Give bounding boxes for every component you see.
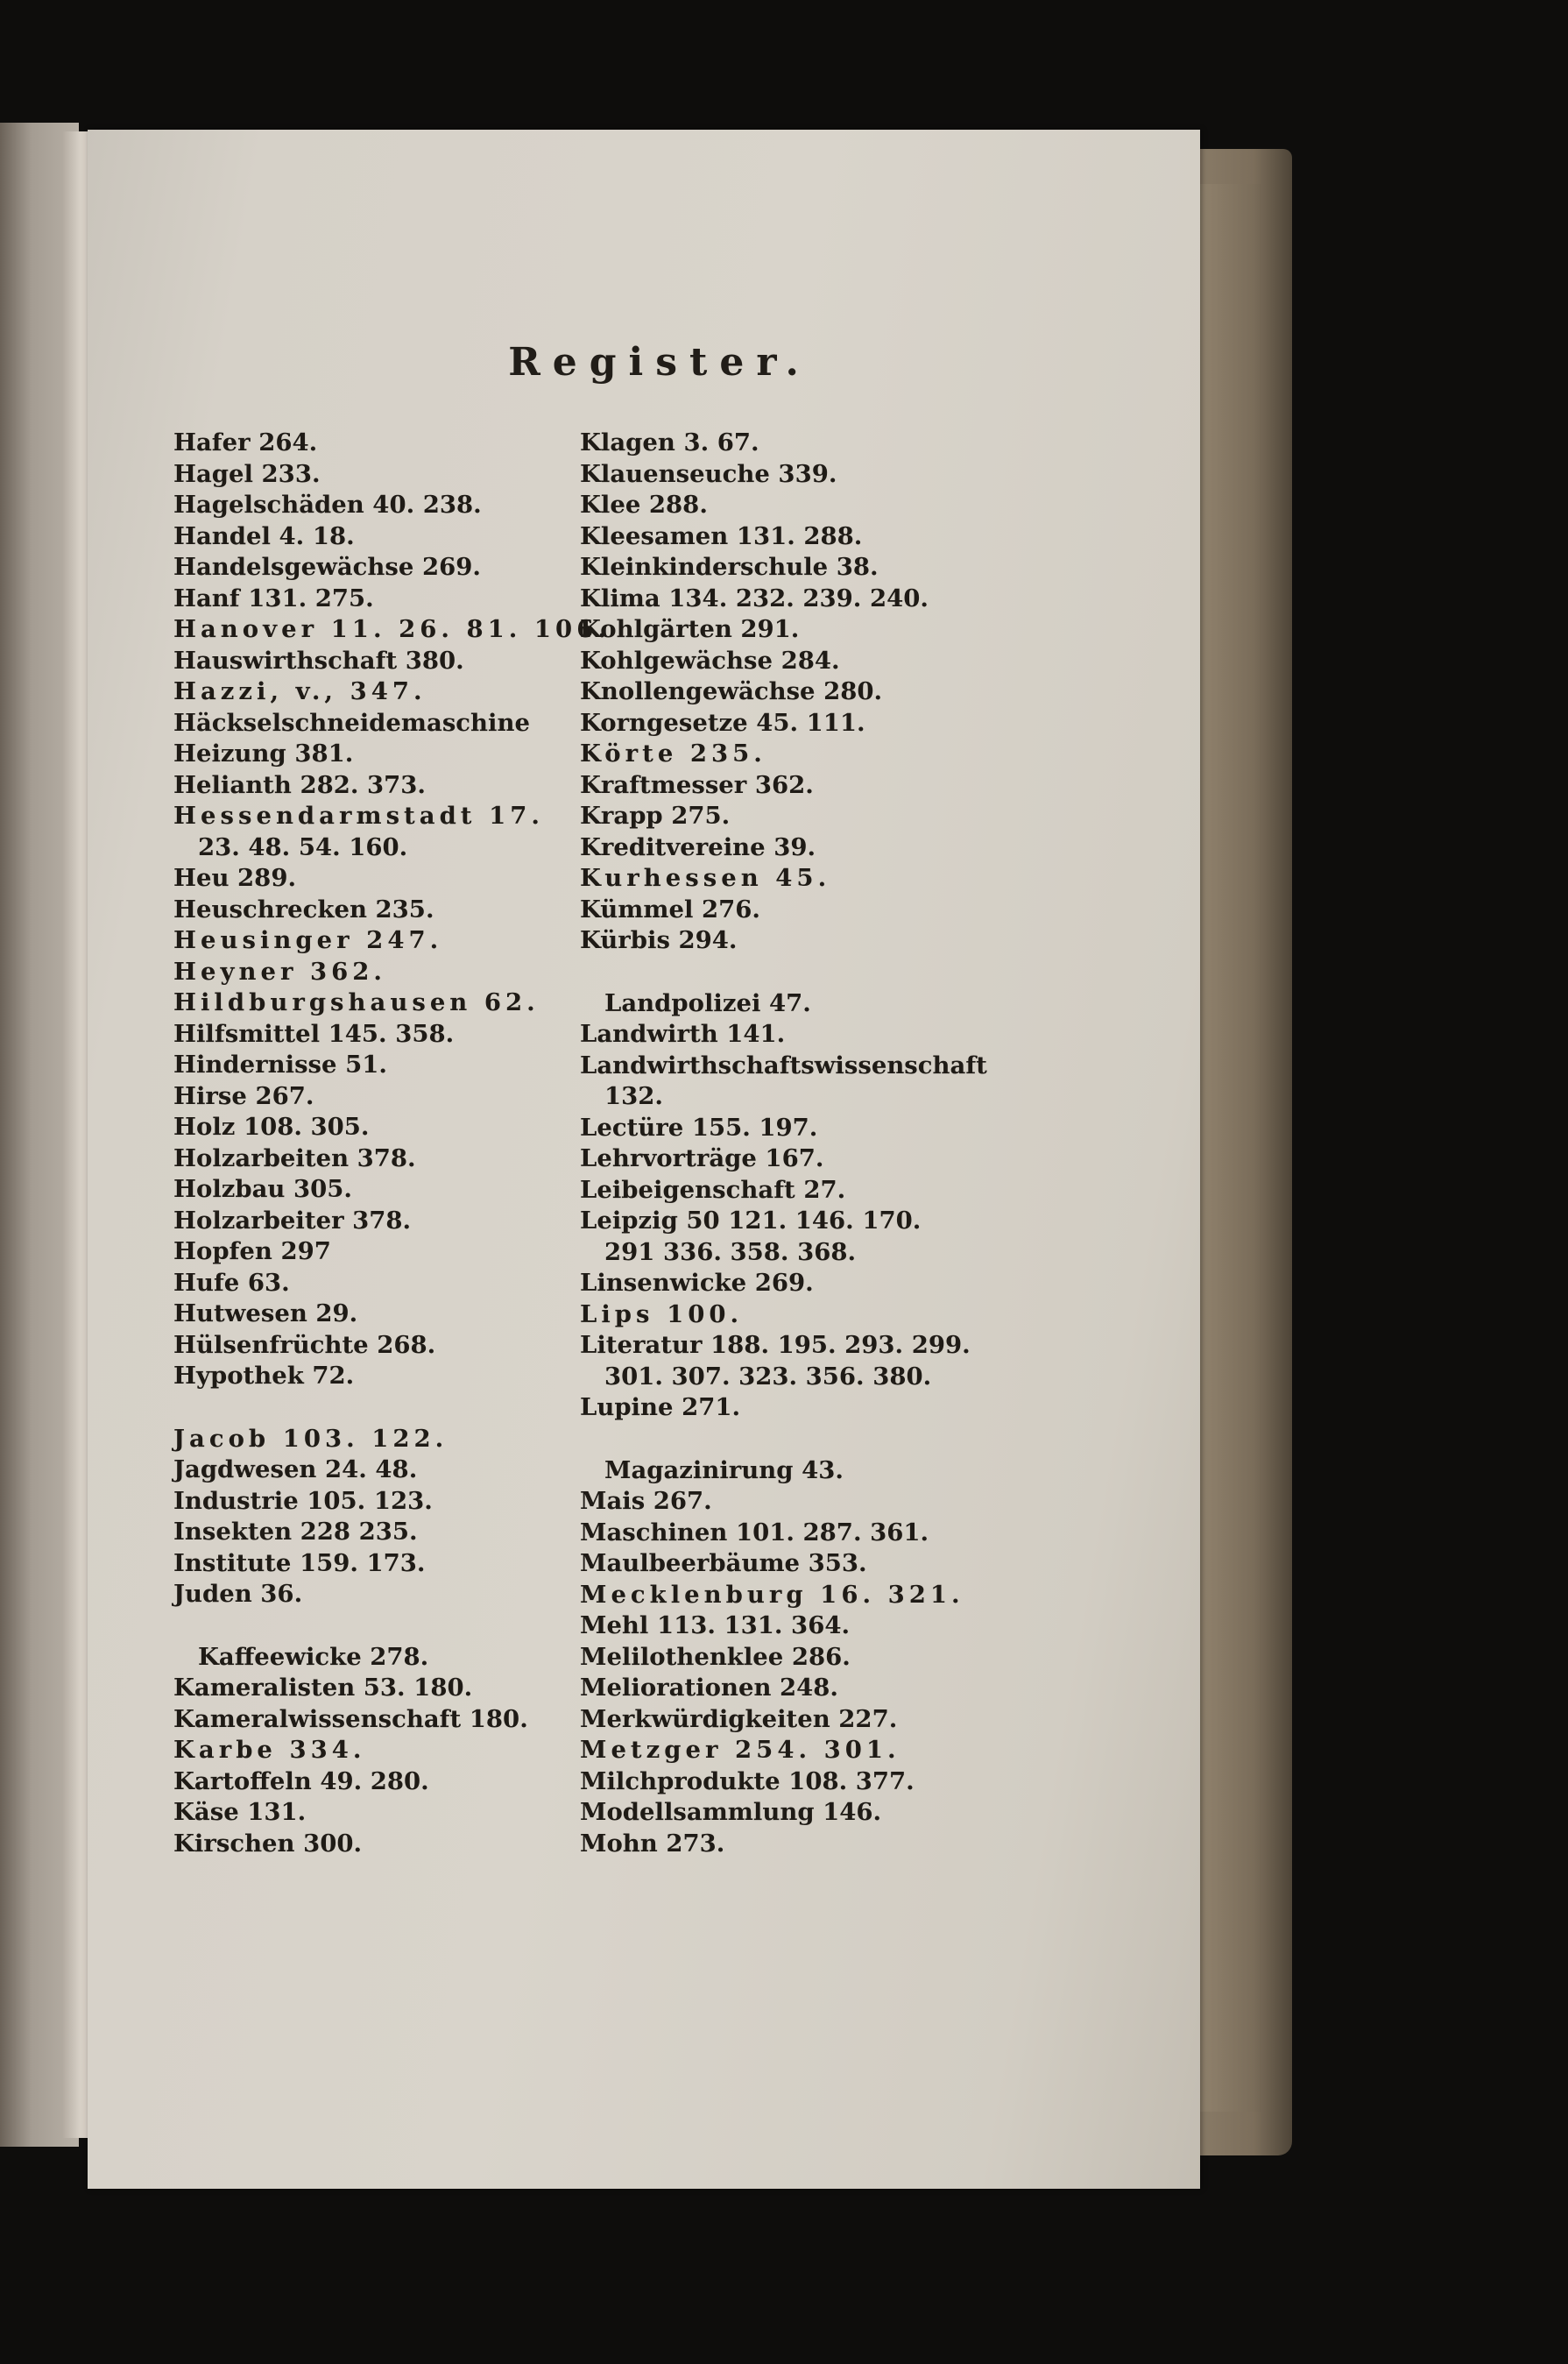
index-entry: 301. 307. 323. 356. 380. — [604, 1362, 932, 1391]
index-entry: Insekten 228 235. — [173, 1518, 418, 1546]
index-entry: Hopfen 297 — [173, 1237, 331, 1265]
index-entry: Mais 267. — [580, 1487, 712, 1515]
index-entry: Institute 159. 173. — [173, 1548, 426, 1577]
section-gap — [580, 1424, 1070, 1455]
index-entry: Hindernisse 51. — [173, 1051, 387, 1079]
index-entry: Heuschrecken 235. — [173, 895, 434, 924]
index-entry: Juden 36. — [173, 1580, 303, 1608]
index-entry: Kameralwissenschaft 180. — [173, 1704, 528, 1733]
index-entry: Hagelschäden 40. 238. — [173, 491, 482, 519]
index-entry: Lupine 271. — [580, 1393, 741, 1421]
index-entry: Klima 134. 232. 239. 240. — [580, 584, 929, 612]
index-entry: Knollengewächse 280. — [580, 677, 883, 705]
index-entry: Hafer 264. — [173, 428, 318, 457]
index-entry: Landwirthschaftswissenschaft — [580, 1051, 987, 1079]
index-entry: Modellsammlung 146. — [580, 1798, 882, 1826]
index-entry: Hildburgshausen 62. — [173, 988, 540, 1016]
index-entry: Holzbau 305. — [173, 1175, 352, 1203]
index-entry: Heu 289. — [173, 864, 297, 892]
index-entry: Hessendarmstadt 17. — [173, 802, 544, 830]
index-entry: Mehl 113. 131. 364. — [580, 1611, 851, 1639]
index-entry: Klagen 3. 67. — [580, 428, 759, 457]
page-title: Register. — [508, 340, 811, 385]
index-entry: Kreditvereine 39. — [580, 832, 816, 861]
index-entry: Holzarbeiter 378. — [173, 1206, 412, 1235]
index-entry: Literatur 188. 195. 293. 299. — [580, 1331, 971, 1359]
index-entry: Magazinirung 43. — [604, 1455, 844, 1484]
index-entry: Landwirth 141. — [580, 1020, 786, 1048]
index-entry: Handel 4. 18. — [173, 521, 355, 550]
index-entry: Heyner 362. — [173, 957, 386, 986]
index-entry: Klauenseuche 339. — [580, 459, 837, 488]
index-entry: Mecklenburg 16. 321. — [580, 1580, 964, 1609]
index-entry: Kirschen 300. — [173, 1829, 363, 1858]
index-entry: Kurhessen 45. — [580, 864, 831, 892]
index-entry: Holzarbeiten 378. — [173, 1143, 416, 1172]
index-entry: Leibeigenschaft 27. — [580, 1175, 846, 1204]
index-entry: 291 336. 358. 368. — [604, 1237, 857, 1266]
index-entry: Handelsgewächse 269. — [173, 553, 481, 581]
index-entry: Kürbis 294. — [580, 926, 738, 954]
index-entry: Hauswirthschaft 380. — [173, 646, 464, 675]
index-entry: Helianth 282. 373. — [173, 770, 426, 799]
index-entry: Hanf 131. 275. — [173, 584, 374, 612]
index-entry: Milchprodukte 108. 377. — [580, 1766, 915, 1795]
section-gap — [173, 1610, 629, 1642]
index-entry: Lips 100. — [580, 1299, 744, 1328]
index-entry: Kraftmesser 362. — [580, 770, 814, 799]
index-entry: Kartoffeln 49. 280. — [173, 1766, 429, 1795]
index-entry: Linsenwicke 269. — [580, 1269, 814, 1297]
index-entry: Maschinen 101. 287. 361. — [580, 1518, 929, 1547]
index-entry: Metzger 254. 301. — [580, 1736, 901, 1764]
index-entry: Karbe 334. — [173, 1736, 366, 1764]
index-entry: Melilothenklee 286. — [580, 1642, 851, 1671]
index-entry: Hanover 11. 26. 81. 106. — [173, 615, 611, 643]
index-entry: Lehrvorträge 167. — [580, 1144, 824, 1172]
index-entry: Körte 235. — [580, 740, 766, 768]
index-entry: Hypothek 72. — [173, 1362, 355, 1390]
index-entry: 132. — [604, 1082, 663, 1110]
index-column-left — [173, 428, 629, 1859]
section-gap — [580, 957, 1070, 988]
index-entry: Kameralisten 53. 180. — [173, 1674, 473, 1702]
section-gap — [173, 1392, 629, 1424]
index-entry: Industrie 105. 123. — [173, 1486, 433, 1515]
index-entry: Korngesetze 45. 111. — [580, 708, 865, 737]
index-entry: Kohlgärten 291. — [580, 615, 800, 643]
index-entry: Hagel 233. — [173, 459, 321, 488]
index-entry: Meliorationen 248. — [580, 1674, 839, 1702]
index-entry: 23. 48. 54. 160. — [198, 832, 408, 861]
index-entry: Kaffeewicke 278. — [198, 1642, 429, 1671]
index-entry: Landpolizei 47. — [604, 988, 811, 1017]
index-column-right — [580, 428, 1070, 1859]
index-entry: Häckselschneidemaschine — [173, 708, 530, 737]
index-entry: Klee 288. — [580, 491, 708, 519]
index-page — [88, 130, 1200, 2189]
index-entry: Mohn 273. — [580, 1829, 725, 1858]
index-entry: Kohlgewächse 284. — [580, 646, 840, 675]
index-entry: Hülsenfrüchte 268. — [173, 1330, 436, 1359]
index-entry: Kümmel 276. — [580, 895, 760, 924]
index-entry: Kleesamen 131. 288. — [580, 521, 863, 550]
index-entry: Merkwürdigkeiten 227. — [580, 1704, 898, 1733]
index-entry: Hilfsmittel 145. 358. — [173, 1019, 455, 1048]
index-entry: Käse 131. — [173, 1798, 307, 1826]
index-entry: Lectüre 155. 197. — [580, 1113, 818, 1142]
index-entry: Kleinkinderschule 38. — [580, 553, 879, 581]
index-entry: Maulbeerbäume 353. — [580, 1549, 867, 1577]
index-entry: Hirse 267. — [173, 1081, 314, 1110]
index-entry: Jagdwesen 24. 48. — [173, 1455, 418, 1483]
index-entry: Hazzi, v., 347. — [173, 677, 427, 705]
index-entry: Jacob 103. 122. — [173, 1424, 449, 1453]
index-entry: Hutwesen 29. — [173, 1299, 358, 1327]
index-entry: Krapp 275. — [580, 802, 731, 830]
index-entry: Heusinger 247. — [173, 926, 443, 954]
index-entry: Leipzig 50 121. 146. 170. — [580, 1207, 922, 1235]
index-entry: Hufe 63. — [173, 1268, 290, 1297]
index-entry: Holz 108. 305. — [173, 1113, 370, 1141]
index-entry: Heizung 381. — [173, 740, 354, 768]
